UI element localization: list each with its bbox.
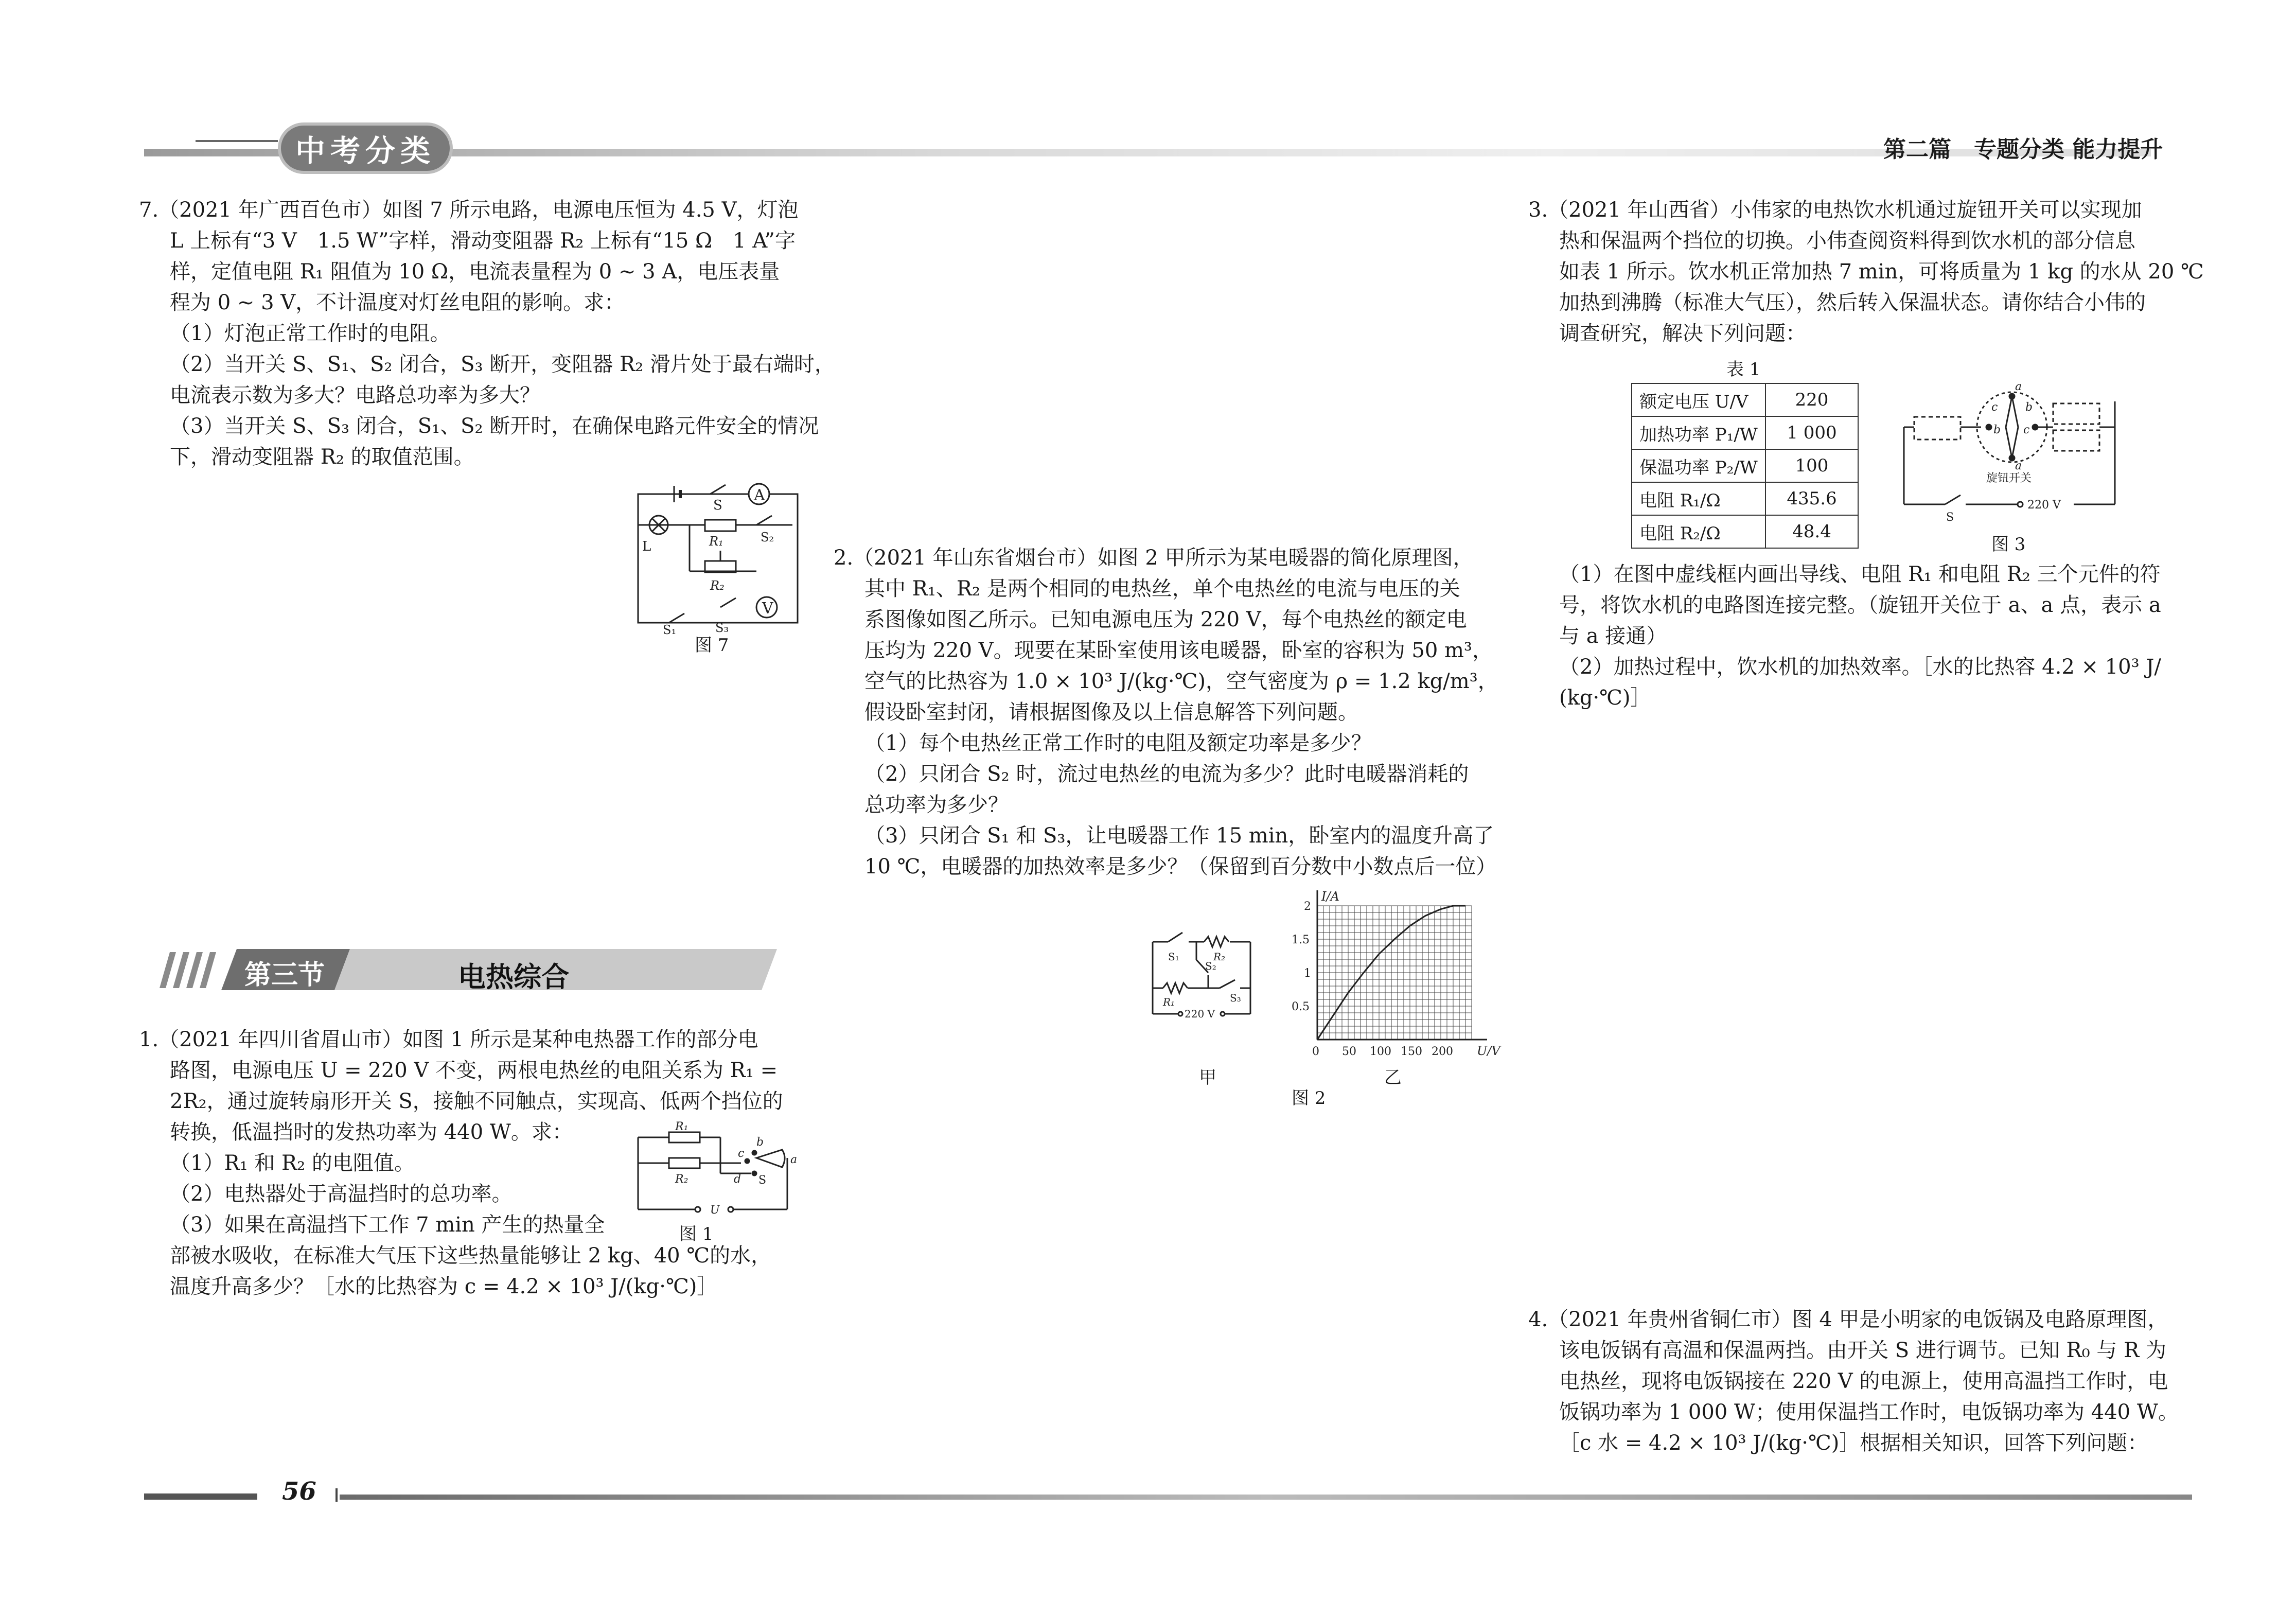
section-number: 第三节 [244, 960, 325, 991]
table-row [1632, 449, 1858, 482]
footer-rule-right [340, 1495, 2192, 1500]
contact-b [752, 1151, 756, 1155]
switch-s-blade [710, 485, 726, 494]
label-supply: 220 V [1185, 1008, 1215, 1020]
label-r1: R₁ [1163, 996, 1175, 1008]
voltmeter-label: V [762, 600, 773, 618]
table-value: 1 000 [1765, 416, 1858, 449]
y-tick-label: 1 [1304, 967, 1311, 980]
label-s2: S₂ [761, 530, 774, 544]
sector-switch [756, 1150, 785, 1167]
table-value: 48.4 [1765, 515, 1858, 548]
label-s: S [1946, 511, 1954, 524]
dashed-box-right-top [2053, 403, 2099, 424]
resistor-r1 [705, 520, 736, 531]
section-title: 电热综合 [458, 961, 569, 993]
q2-line: 10 ℃，电暖器的加热效率是多少？（保留到百分数中小数点后一位） [864, 855, 1497, 878]
label-s1: S₁ [1168, 951, 1179, 963]
q1-line: 2R₂，通过旋转扇形开关 S，接触不同触点，实现高、低两个挡位的 [170, 1089, 783, 1113]
resistor-r2 [1204, 937, 1229, 947]
q1-line: 转换，低温挡时的发热功率为 440 W。求： [170, 1120, 573, 1144]
q1-line: （1）R₁ 和 R₂ 的电阻值。 [170, 1151, 415, 1175]
label-s3: S₃ [715, 621, 729, 635]
table-row [1632, 482, 1858, 515]
contact-c [745, 1159, 749, 1163]
label-knob: 旋钮开关 [1986, 472, 2032, 485]
q3-line: 热和保温两个挡位的切换。小伟查阅资料得到饮水机的部分信息 [1559, 229, 2135, 253]
header-badge: 中考分类 [278, 122, 453, 174]
switch-s1-blade [669, 613, 684, 623]
table-row [1632, 383, 1858, 416]
label-s3: S₃ [1230, 992, 1241, 1004]
y-tick-label: 0.5 [1292, 1000, 1310, 1013]
dashed-box-left [1914, 417, 1961, 440]
q2-line: （2）只闭合 S₂ 时，流过电热丝的电流为多少？此时电暖器消耗的 [864, 762, 1469, 786]
q1-line: 1.（2021 年四川省眉山市）如图 1 所示是某种电热器工作的部分电 [139, 1028, 758, 1051]
q1-line: 温度升高多少？［水的比热容为 c = 4.2 × 10³ J/(kg·℃)］ [170, 1275, 718, 1298]
header-decor-line [196, 140, 278, 142]
switch-s-blade [1945, 495, 1961, 504]
resistor-r2 [669, 1158, 700, 1168]
q3-line: 如表 1 所示。饮水机正常加热 7 min，可将质量为 1 kg 的水从 20 ℃ [1559, 260, 2204, 284]
q3-line: 调查研究，解决下列问题： [1559, 322, 1806, 345]
switch-s2-blade [756, 516, 772, 525]
y-tick-label: 1.5 [1292, 934, 1310, 946]
figure-2b-chart [1286, 890, 1513, 1076]
x-axis-label: U/V [1477, 1044, 1500, 1058]
q7-line: （3）当开关 S、S₃ 闭合，S₁、S₂ 断开时，在确保电路元件安全的情况 [170, 414, 819, 438]
table-row [1632, 416, 1858, 449]
knob-pointer [2006, 396, 2018, 458]
q3-sub-line: （2）加热过程中，饮水机的加热效率。［水的比热容 4.2 × 10³ J/ [1559, 655, 2161, 679]
contact-d [752, 1171, 756, 1175]
label-r1: R₁ [675, 1120, 688, 1133]
q2-line: 2.（2021 年山东省烟台市）如图 2 甲所示为某电暖器的简化原理图， [834, 546, 1474, 570]
q2-line: 系图像如图乙所示。已知电源电压为 220 V，每个电热丝的额定电 [864, 608, 1467, 631]
q2-line: 假设卧室封闭，请根据图像及以上信息解答下列问题。 [864, 700, 1358, 724]
chart-grid [1317, 906, 1472, 1040]
q7-line: 下，滑动变阻器 R₂ 的取值范围。 [170, 445, 474, 469]
q7-line: （1）灯泡正常工作时的电阻。 [170, 322, 451, 345]
q3-sub-line: 与 a 接通） [1559, 624, 1667, 648]
q7-line: 程为 0 ~ 3 V，不计温度对灯丝电阻的影响。求： [170, 291, 625, 314]
table-1 [1631, 383, 1859, 549]
q7-line: L 上标有“3 V 1.5 W”字样，滑动变阻器 R₂ 上标有“15 Ω 1 A”字 [170, 229, 796, 253]
q2-line: 空气的比热容为 1.0 × 10³ J/(kg·℃)，空气密度为 ρ = 1.2 kg/m³， [864, 670, 1498, 693]
q7-line: （2）当开关 S、S₁、S₂ 闭合，S₃ 断开，变阻器 R₂ 滑片处于最右端时， [170, 353, 835, 376]
figure-2a-sublabel: 甲 [1199, 1067, 1216, 1088]
dashed-box-right-bottom [2053, 430, 2099, 451]
q2-line: 总功率为多少？ [864, 793, 1009, 817]
q4-line: 该电饭锅有高温和保温两挡。由开关 S 进行调节。已知 R₀ 与 R 为 [1559, 1339, 2166, 1362]
x-tick-labels [1312, 1045, 1453, 1058]
table-key: 电阻 R₂/Ω [1632, 515, 1765, 548]
figure-7-caption: 图 7 [695, 635, 729, 656]
figure-3-caption: 图 3 [1991, 534, 2026, 555]
q4-line: ［c 水 = 4.2 × 10³ J/(kg·℃)］根据相关知识，回答下列问题： [1559, 1431, 2148, 1455]
table-row [1632, 515, 1858, 548]
q2-line: 压均为 220 V。现要在某卧室使用该电暖器，卧室的容积为 50 m³， [864, 639, 1493, 662]
y-tick-labels [1292, 900, 1311, 1013]
label-b: b [756, 1136, 764, 1149]
q4-line: 电热丝，现将电饭锅接在 220 V 的电源上，使用高温挡工作时，电 [1559, 1369, 2168, 1393]
q3-line: 加热到沸腾（标准大气压），然后转入保温状态。请你结合小伟的 [1559, 291, 2146, 314]
label-u: U [710, 1204, 720, 1217]
switch-s3-blade [720, 598, 736, 607]
x-tick-label: 200 [1432, 1045, 1453, 1058]
label-r2: R₂ [675, 1173, 688, 1186]
q1-line: （3）如果在高温挡下工作 7 min 产生的热量全 [170, 1213, 605, 1237]
switch-s1-blade [1168, 933, 1182, 942]
x-tick-label: 100 [1370, 1045, 1391, 1058]
table-key: 额定电压 U/V [1632, 383, 1765, 416]
label-d: d [734, 1173, 741, 1186]
label-a-top: a [2015, 380, 2022, 393]
switch-s3-blade [1220, 980, 1235, 988]
label-s2: S₂ [1205, 960, 1216, 972]
q1-line: 部被水吸收，在标准大气压下这些热量能够让 2 kg、40 ℃的水， [170, 1244, 772, 1268]
footer-rule-left [144, 1493, 257, 1500]
ammeter-label: A [754, 486, 765, 504]
q3-sub-line: 号，将饮水机的电路图连接完整。（旋钮开关位于 a、a 点，表示 a [1559, 593, 2161, 617]
q4-line: 4.（2021 年贵州省铜仁市）图 4 甲是小明家的电饭锅及电路原理图， [1528, 1308, 2168, 1331]
table-value: 435.6 [1765, 482, 1858, 515]
label-a-bottom: a [2015, 460, 2022, 472]
q7-line: 电流表示数为多大？电路总功率为多大？ [170, 383, 540, 407]
header-title: 第二篇 专题分类 能力提升 [1883, 136, 2163, 163]
q1-line: 路图，电源电压 U = 220 V 不变，两根电热丝的电阻关系为 R₁ = [170, 1059, 778, 1082]
page-number: 56 [282, 1477, 316, 1506]
label-supply: 220 V [2027, 499, 2061, 512]
label-r1: R₁ [709, 534, 723, 549]
label-b-right: b [2025, 401, 2033, 414]
label-s1: S₁ [663, 623, 677, 637]
label-r2: R₂ [710, 578, 725, 593]
figure-2b-sublabel: 乙 [1384, 1067, 1402, 1088]
table-key: 电阻 R₁/Ω [1632, 482, 1765, 515]
figure-3-circuit [1899, 381, 2125, 535]
table-value: 220 [1765, 383, 1858, 416]
figure-2-caption: 图 2 [1292, 1088, 1326, 1109]
label-b-left: b [1993, 424, 2001, 436]
figure-1-caption: 图 1 [679, 1224, 714, 1244]
table-value: 100 [1765, 449, 1858, 482]
label-l: L [642, 539, 651, 554]
x-tick-label: 150 [1401, 1045, 1422, 1058]
x-tick-label: 50 [1342, 1045, 1356, 1058]
figure-2a-circuit [1147, 926, 1261, 1029]
label-c-left: c [1991, 401, 1998, 414]
label-r2: R₂ [1213, 951, 1226, 963]
section-banner [154, 947, 777, 994]
table-key: 加热功率 P₁/W [1632, 416, 1765, 449]
label-s: S [758, 1174, 767, 1187]
q3-sub-line: （1）在图中虚线框内画出导线、电阻 R₁ 和电阻 R₂ 三个元件的符 [1559, 563, 2161, 586]
y-tick-label: 2 [1304, 900, 1311, 913]
table-1-caption: 表 1 [1726, 359, 1761, 380]
q4-line: 饭锅功率为 1 000 W；使用保温挡工作时，电饭锅功率为 440 W。 [1559, 1400, 2179, 1424]
label-c-right: c [2023, 424, 2030, 436]
q7-line: 样，定值电阻 R₁ 阻值为 10 Ω，电流表量程为 0 ~ 3 A，电压表量 [170, 260, 780, 284]
q2-line: （1）每个电热丝正常工作时的电阻及额定功率是多少？ [864, 731, 1372, 755]
label-a: a [790, 1153, 798, 1166]
footer-tick [335, 1488, 338, 1502]
label-c: c [738, 1147, 745, 1160]
label-s: S [713, 498, 722, 513]
q1-line: （2）电热器处于高温挡时的总功率。 [170, 1182, 513, 1206]
q2-line: 其中 R₁、R₂ 是两个相同的电热丝，单个电热丝的电流与电压的关 [864, 577, 1460, 601]
q3-sub-line: (kg·℃)］ [1559, 686, 1651, 710]
y-axis-label: I/A [1321, 889, 1339, 904]
resistor-r1 [1163, 983, 1188, 993]
figure-1-circuit [633, 1120, 818, 1220]
q7-line: 7.（2021 年广西百色市）如图 7 所示电路，电源电压恒为 4.5 V，灯泡 [139, 198, 799, 222]
figure-7-circuit [628, 479, 813, 637]
resistor-r1 [669, 1132, 700, 1143]
origin-label: 0 [1312, 1045, 1319, 1058]
table-key: 保温功率 P₂/W [1632, 449, 1765, 482]
q3-line: 3.（2021 年山西省）小伟家的电热饮水机通过旋钮开关可以实现加 [1528, 198, 2142, 222]
q2-line: （3）只闭合 S₁ 和 S₃，让电暖器工作 15 min，卧室内的温度升高了 [864, 824, 1494, 848]
